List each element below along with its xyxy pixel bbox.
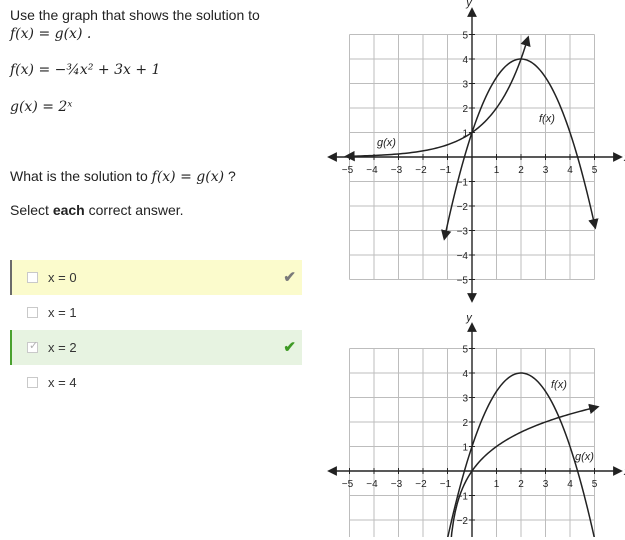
y-tick-label: −4 — [456, 251, 468, 262]
prompt-intro: Use the graph that shows the solution to — [10, 7, 260, 23]
x-tick-label: −5 — [341, 479, 354, 490]
x-tick-label: −3 — [390, 479, 403, 490]
x-tick-label: −1 — [439, 479, 452, 490]
question-expression: f(x) = g(x) — [151, 169, 225, 185]
y-tick-label: 4 — [462, 369, 468, 380]
answer-checkbox[interactable] — [27, 377, 38, 388]
y-tick-label: 5 — [462, 344, 468, 356]
y-axis-label: y — [466, 315, 472, 324]
y-tick-label: −2 — [456, 516, 468, 527]
answer-option-x-1[interactable] — [10, 295, 302, 330]
x-tick-label: 1 — [493, 165, 500, 176]
x-tick-label: −4 — [366, 165, 378, 176]
checkmark-icon: ✔ — [283, 339, 296, 356]
x-tick-label: −4 — [366, 479, 378, 490]
x-tick-label: 4 — [567, 479, 573, 490]
instruction-bold: each — [52, 202, 85, 218]
f-curve-label: f(x) — [539, 113, 555, 125]
x-tick-label: −1 — [439, 165, 452, 176]
question-text — [10, 168, 236, 185]
graph-bottom-axes — [332, 327, 618, 537]
x-tick-label: 1 — [493, 479, 500, 490]
x-tick-label: −3 — [390, 165, 403, 176]
question-panel — [0, 0, 310, 537]
x-tick-label: 3 — [542, 479, 549, 490]
answer-label: x = 1 — [48, 305, 77, 320]
answer-option-x-4[interactable] — [10, 365, 302, 400]
instruction-text — [10, 202, 184, 218]
graph-top-labels — [342, 0, 625, 287]
y-tick-label: 1 — [462, 128, 468, 140]
answer-list — [10, 260, 302, 400]
y-tick-label: −3 — [456, 226, 468, 238]
answer-option-x-0[interactable] — [10, 260, 302, 295]
answer-label: x = 2 — [48, 340, 77, 355]
instruction-prefix: Select — [10, 202, 53, 218]
checkmark-icon: ✔ — [283, 269, 296, 286]
graph-top-svg — [325, 0, 625, 305]
y-tick-label: 4 — [462, 55, 468, 66]
g-curve-label: g(x) — [575, 451, 594, 463]
x-tick-label: −2 — [415, 479, 427, 490]
x-tick-label: 3 — [542, 165, 549, 176]
question-prefix: What is the solution to — [10, 168, 148, 184]
y-axis-label: y — [466, 0, 472, 9]
graph-bottom-svg — [325, 315, 625, 537]
x-tick-label: 5 — [591, 479, 598, 490]
graph-bottom — [325, 315, 625, 537]
answer-label: x = 0 — [48, 270, 77, 285]
x-tick-label: 2 — [518, 479, 524, 490]
answer-option-x-2[interactable] — [10, 330, 302, 365]
answer-checkbox[interactable] — [27, 342, 38, 353]
y-tick-label: −5 — [456, 275, 468, 287]
x-tick-label: −5 — [341, 165, 354, 176]
answer-checkbox[interactable] — [27, 307, 38, 318]
y-tick-label: 3 — [462, 393, 468, 405]
g-curve-label: g(x) — [377, 137, 396, 149]
f-curve-label: f(x) — [551, 379, 567, 391]
instruction-suffix: correct answer. — [84, 202, 184, 218]
checkbox-check-icon: ✓ — [29, 340, 39, 352]
x-tick-label: −2 — [415, 165, 427, 176]
y-tick-label: 5 — [462, 30, 468, 42]
x-tick-label: 2 — [518, 165, 524, 176]
y-tick-label: 3 — [462, 79, 468, 91]
x-tick-label: 4 — [567, 165, 573, 176]
y-tick-label: −1 — [456, 177, 468, 189]
answer-checkbox[interactable] — [27, 272, 38, 283]
y-tick-label: 1 — [462, 442, 468, 454]
y-tick-label: 2 — [462, 418, 468, 429]
answer-label: x = 4 — [48, 375, 77, 390]
y-tick-label: −2 — [456, 202, 468, 213]
graph-top — [325, 0, 625, 305]
f-definition: f(x) = −¾x² + 3x + 1 — [10, 62, 161, 78]
g-definition: g(x) = 2ˣ — [10, 99, 73, 115]
equation-line: f(x) = g(x) . — [10, 26, 92, 42]
x-tick-label: 5 — [591, 165, 598, 176]
y-tick-label: 2 — [462, 104, 468, 115]
question-suffix: ? — [224, 168, 236, 184]
y-tick-label: −1 — [456, 491, 468, 503]
